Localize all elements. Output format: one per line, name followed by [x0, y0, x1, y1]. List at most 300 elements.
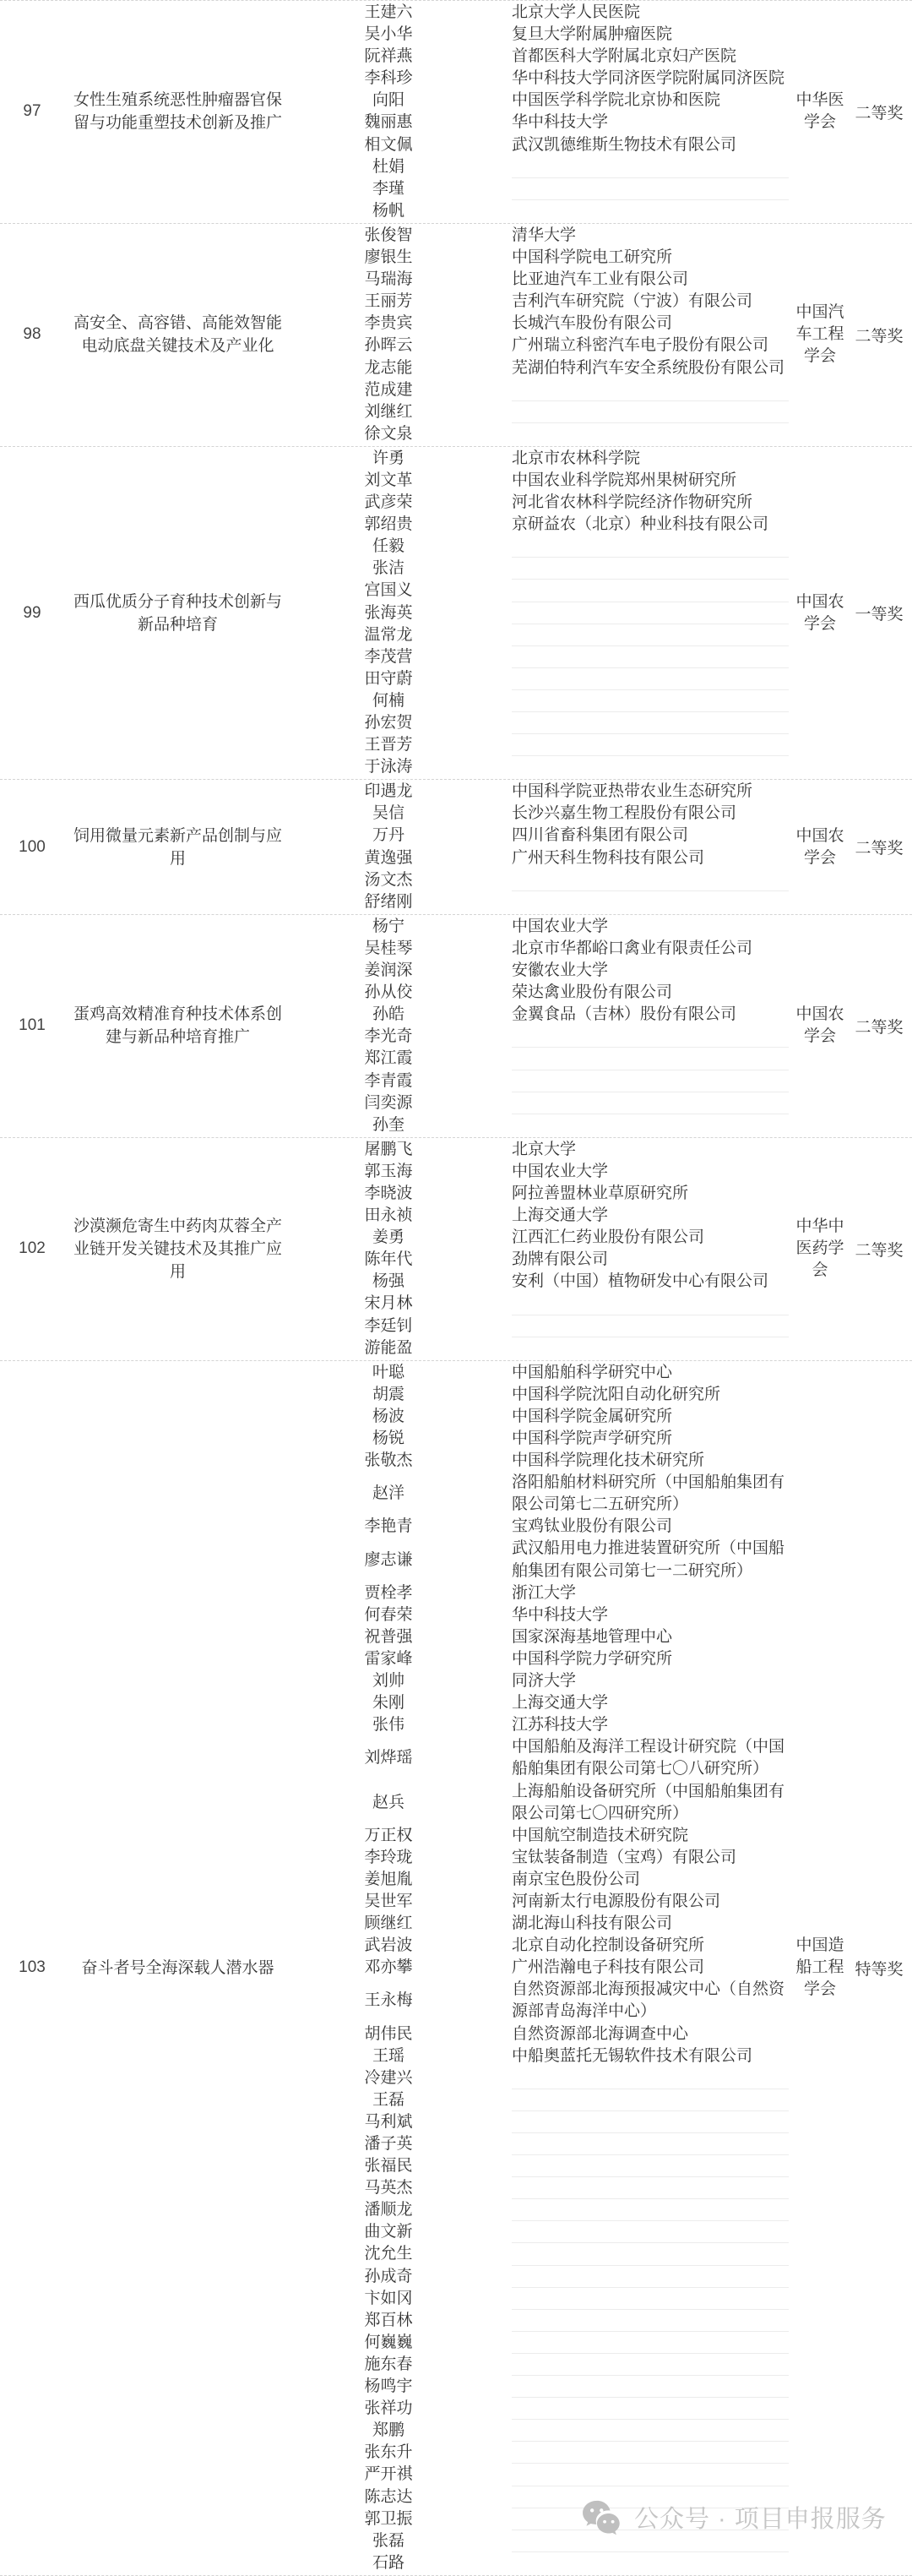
person-name: 宫国义: [364, 581, 413, 600]
person-org-row: [291, 624, 794, 646]
org-name: 江苏科技大学: [512, 1716, 609, 1735]
person-name: 贾栓孝: [364, 1583, 413, 1602]
table-row: [0, 1, 912, 223]
person-name: 张伟: [372, 1716, 404, 1735]
person-org-row: [291, 1538, 794, 1582]
org-name: [512, 2067, 789, 2089]
person-name: 张洁: [372, 559, 404, 578]
org-name: 湖北海山科技有限公司: [512, 1914, 673, 1933]
person-name: 孙奎: [372, 1115, 404, 1134]
org-name: 浙江大学: [512, 1583, 577, 1602]
row-number: 103: [19, 1958, 46, 1977]
org-name: 中国医学科学院北京协和医院: [512, 91, 721, 110]
project-cell: [64, 1361, 291, 2575]
person-org-row: [291, 156, 794, 178]
org-name: 中国科学院声学研究所: [512, 1430, 673, 1447]
person-org-row: [291, 1070, 794, 1092]
person-name: 张俊智: [364, 226, 413, 244]
person-org-row: [291, 1139, 794, 1161]
person-name: 杜娟: [372, 157, 404, 176]
org-name: [512, 2376, 789, 2398]
person-name: 马瑞海: [364, 270, 413, 289]
person-org-row: [291, 1337, 794, 1359]
org-name: [512, 2398, 789, 2420]
person-name: 舒绪刚: [364, 892, 413, 911]
person-org-row: [291, 2089, 794, 2111]
org-name: 武汉凯德维斯生物技术有限公司: [512, 135, 737, 154]
person-org-row: [291, 1004, 794, 1026]
org-name: 金翼食品（吉林）股份有限公司: [512, 1005, 737, 1024]
person-name: 王永梅: [364, 1991, 413, 2010]
person-org-row: [291, 2354, 794, 2376]
org-name: [512, 1315, 789, 1337]
row-number: 98: [23, 325, 41, 344]
person-org-row: [291, 756, 794, 778]
person-name: 徐文泉: [364, 424, 413, 443]
org-name: 北京市农林科学院: [512, 449, 641, 467]
org-name: [512, 2464, 789, 2486]
person-name: 万正权: [364, 1826, 413, 1844]
person-name: 向阳: [372, 91, 404, 110]
person-name: 孙晖云: [364, 336, 413, 355]
row-number: 97: [23, 102, 41, 121]
person-name: 陈年代: [364, 1250, 413, 1269]
person-name: 魏丽惠: [364, 113, 413, 132]
person-org-row: [291, 2420, 794, 2442]
people-org-grid: [291, 915, 794, 1137]
society-name: 中华中医药学会: [795, 1217, 844, 1280]
award-level: 二等奖: [855, 1241, 904, 1260]
org-name: 国家深海基地管理中心: [512, 1627, 673, 1646]
org-name: 自然资源部北海预报减灾中心（自然资源部青岛海洋中心）: [512, 1980, 785, 2021]
award-level: 一等奖: [855, 606, 904, 624]
org-name: [512, 2243, 789, 2265]
org-name: 中国船舶科学研究中心: [512, 1363, 673, 1381]
person-org-row: [291, 1183, 794, 1205]
org-name: [512, 580, 789, 602]
person-org-row: [291, 24, 794, 46]
person-org-row: [291, 960, 794, 982]
person-name: 曲文新: [364, 2223, 413, 2241]
person-org-row: [291, 2332, 794, 2354]
person-name: 龙志能: [364, 358, 413, 377]
person-org-row: [291, 938, 794, 960]
person-org-row: [291, 1692, 794, 1714]
person-name: 刘帅: [372, 1672, 404, 1691]
org-name: 上海交通大学: [512, 1206, 609, 1225]
org-name: 武汉船用电力推进装置研究所（中国船舶集团有限公司第七一二研究所）: [512, 1539, 785, 1580]
org-name: 中国航空制造技术研究院: [512, 1826, 689, 1844]
org-name: 江西汇仁药业股份有限公司: [512, 1228, 705, 1247]
person-org-row: [291, 580, 794, 602]
person-org-row: [291, 68, 794, 90]
org-name: [512, 379, 789, 401]
society-name: 中国汽车工程学会: [795, 303, 844, 366]
person-org-row: [291, 1582, 794, 1604]
person-org-row: [291, 1869, 794, 1891]
person-org-row: [291, 225, 794, 247]
person-name: 冷建兴: [364, 2068, 413, 2087]
org-name: 上海船舶设备研究所（中国船舶集团有限公司第七〇四研究所）: [512, 1782, 785, 1822]
project-cell: [64, 780, 291, 914]
person-org-row: [291, 536, 794, 558]
person-name: 孙宏贺: [364, 714, 413, 732]
person-org-row: [291, 1825, 794, 1847]
org-name: 中国科学院力学研究所: [512, 1649, 673, 1668]
person-org-row: [291, 668, 794, 690]
society-name: 中国农学会: [795, 826, 844, 867]
person-name: 李光奇: [364, 1027, 413, 1046]
person-org-row: [291, 803, 794, 825]
person-org-row: [291, 2133, 794, 2155]
person-name: 王晋芳: [364, 736, 413, 754]
table-row: [0, 1360, 912, 2575]
person-name: 何春荣: [364, 1605, 413, 1624]
person-name: 陈志达: [364, 2487, 413, 2506]
person-name: 吴世军: [364, 1892, 413, 1910]
org-name: 中国农业大学: [512, 917, 609, 935]
org-name: 洛阳船舶材料研究所（中国船舶集团有限公司第七二五研究所）: [512, 1473, 785, 1514]
person-org-row: [291, 869, 794, 891]
org-name: 清华大学: [512, 226, 577, 244]
person-name: 刘继红: [364, 402, 413, 421]
org-name: 长城汽车股份有限公司: [512, 314, 673, 333]
org-name: 广州瑞立科密汽车电子股份有限公司: [512, 336, 769, 355]
org-name: [512, 1048, 789, 1070]
person-name: 相文佩: [364, 135, 413, 154]
person-org-row: [291, 2, 794, 24]
person-name: 杨帆: [372, 201, 404, 220]
person-org-row: [291, 1736, 794, 1780]
person-name: 马利斌: [364, 2112, 413, 2131]
award-level: 二等奖: [855, 327, 904, 346]
org-name: 华中科技大学同济医学院附属同济医院: [512, 69, 785, 88]
org-name: 宝钛装备制造（宝鸡）有限公司: [512, 1848, 737, 1866]
people-org-grid: [291, 780, 794, 914]
person-name: 郑百林: [364, 2311, 413, 2329]
person-org-row: [291, 470, 794, 492]
person-name: 祝普强: [364, 1627, 413, 1646]
org-name: [512, 2310, 789, 2332]
project-name: 女性生殖系统恶性肿瘤器官保留与功能重塑技术创新及推广: [73, 91, 282, 133]
person-name: 王瑶: [372, 2046, 404, 2065]
person-org-row: [291, 2442, 794, 2464]
row-number: 99: [23, 603, 41, 622]
person-org-row: [291, 2045, 794, 2067]
person-org-row: [291, 200, 794, 222]
person-name: 张海英: [364, 603, 413, 622]
project-name: 沙漠濒危寄生中药肉苁蓉全产业链开发关键技术及其推广应用: [73, 1217, 282, 1281]
person-org-row: [291, 1913, 794, 1935]
org-name: 中国科学院理化技术研究所: [512, 1451, 705, 1470]
person-org-row: [291, 379, 794, 401]
org-name: [512, 624, 789, 646]
person-org-row: [291, 1847, 794, 1869]
person-org-row: [291, 1979, 794, 2023]
person-org-row: [291, 1227, 794, 1249]
person-name: 雷家峰: [364, 1649, 413, 1668]
person-name: 邓亦攀: [364, 1958, 413, 1977]
person-name: 赵洋: [372, 1484, 404, 1503]
person-name: 范成建: [364, 380, 413, 399]
person-org-row: [291, 712, 794, 734]
org-name: 首都医科大学附属北京妇产医院: [512, 47, 737, 66]
person-name: 郭玉海: [364, 1162, 413, 1180]
person-name: 叶聪: [372, 1363, 404, 1381]
person-name: 姜勇: [372, 1228, 404, 1247]
person-org-row: [291, 690, 794, 712]
person-name: 李艳青: [364, 1517, 413, 1536]
person-name: 王丽芳: [364, 292, 413, 311]
person-org-row: [291, 1604, 794, 1626]
project-name: 西瓜优质分子育种技术创新与新品种培育: [73, 592, 282, 634]
person-name: 胡震: [372, 1385, 404, 1403]
person-name: 孙皓: [372, 1005, 404, 1024]
project-name: 饲用微量元素新产品创制与应用: [73, 826, 282, 868]
org-name: [512, 536, 789, 558]
org-name: [512, 2133, 789, 2155]
person-org-row: [291, 1048, 794, 1070]
org-name: [512, 2199, 789, 2221]
project-cell: [64, 1138, 291, 1360]
org-name: [512, 2442, 789, 2464]
org-name: [512, 869, 789, 891]
person-name: 孙从佼: [364, 983, 413, 1002]
org-name: [512, 2111, 789, 2133]
person-org-row: [291, 1781, 794, 1825]
person-name: 屠鹏飞: [364, 1140, 413, 1158]
person-name: 阮祥燕: [364, 47, 413, 66]
person-org-row: [291, 401, 794, 423]
org-name: [512, 2288, 789, 2310]
org-name: [512, 1092, 789, 1114]
person-name: 印遇龙: [364, 782, 413, 801]
org-name: 中国农业大学: [512, 1162, 609, 1180]
org-name: 中船奥蓝托无锡软件技术有限公司: [512, 2046, 753, 2065]
person-org-row: [291, 558, 794, 580]
person-name: 石路: [372, 2553, 404, 2572]
table-row: [0, 1137, 912, 1360]
person-name: 郑江霞: [364, 1049, 413, 1068]
org-name: 安利（中国）植物研发中心有限公司: [512, 1272, 769, 1291]
table-row: [0, 446, 912, 779]
org-name: 华中科技大学: [512, 1605, 609, 1624]
project-name: 蛋鸡高效精准育种技术体系创建与新品种培育推广: [73, 1005, 282, 1047]
person-name: 万丹: [372, 826, 404, 845]
person-org-row: [291, 1450, 794, 1472]
org-name: 中国科学院金属研究所: [512, 1407, 673, 1425]
person-org-row: [291, 2376, 794, 2398]
row-number: 100: [19, 837, 46, 856]
person-name: 朱刚: [372, 1694, 404, 1713]
person-name: 顾继红: [364, 1914, 413, 1933]
person-name: 严开祺: [364, 2465, 413, 2484]
person-org-row: [291, 1406, 794, 1428]
person-name: 李玲珑: [364, 1848, 413, 1866]
table-row: [0, 779, 912, 914]
person-name: 张福民: [364, 2157, 413, 2176]
society-name: 中国造船工程学会: [795, 1936, 844, 1999]
person-org-row: [291, 1472, 794, 1516]
person-org-row: [291, 891, 794, 913]
person-org-row: [291, 1205, 794, 1227]
people-org-grid: [291, 224, 794, 446]
person-name: 王磊: [372, 2090, 404, 2109]
person-org-row: [291, 134, 794, 156]
org-name: 同济大学: [512, 1672, 577, 1691]
person-name: 杨锐: [372, 1430, 404, 1447]
person-org-row: [291, 1362, 794, 1384]
org-name: 南京宝色股份公司: [512, 1870, 641, 1888]
person-org-row: [291, 1026, 794, 1048]
org-name: 自然资源部北海调查中心: [512, 2024, 689, 2043]
person-name: 于泳涛: [364, 758, 413, 776]
person-name: 游能盈: [364, 1338, 413, 1357]
person-org-row: [291, 514, 794, 536]
org-name: 中国船舶及海洋工程设计研究院（中国船舶集团有限公司第七〇八研究所）: [512, 1738, 785, 1778]
person-org-row: [291, 2243, 794, 2265]
person-org-row: [291, 357, 794, 379]
person-name: 郑鹏: [372, 2421, 404, 2440]
person-name: 胡伟民: [364, 2024, 413, 2043]
person-name: 王建六: [364, 3, 413, 21]
person-name: 武彦荣: [364, 493, 413, 512]
person-name: 吴小华: [364, 25, 413, 44]
table-body: [0, 1, 912, 2575]
org-name: [512, 734, 789, 756]
person-name: 温常龙: [364, 625, 413, 644]
person-name: 卞如冈: [364, 2289, 413, 2307]
org-name: 京研益农（北京）种业科技有限公司: [512, 515, 769, 534]
person-org-row: [291, 2199, 794, 2221]
person-name: 杨宁: [372, 917, 404, 935]
org-name: 四川省畜科集团有限公司: [512, 826, 689, 845]
org-name: 复旦大学附属肿瘤医院: [512, 25, 673, 44]
org-name: [512, 690, 789, 712]
person-org-row: [291, 423, 794, 445]
person-org-row: [291, 269, 794, 291]
person-org-row: [291, 781, 794, 803]
org-name: [512, 1026, 789, 1048]
person-org-row: [291, 335, 794, 357]
org-name: [512, 2089, 789, 2111]
org-name: 比亚迪汽车工业有限公司: [512, 270, 689, 289]
person-org-row: [291, 1626, 794, 1648]
person-org-row: [291, 734, 794, 756]
org-name: [512, 156, 789, 178]
person-name: 廖志谦: [364, 1550, 413, 1569]
person-org-row: [291, 1161, 794, 1183]
person-name: 何巍巍: [364, 2333, 413, 2351]
people-org-grid: [291, 447, 794, 779]
org-name: 中国科学院亚热带农业生态研究所: [512, 782, 753, 801]
person-org-row: [291, 448, 794, 470]
org-name: [512, 401, 789, 423]
org-name: 吉利汽车研究院（宁波）有限公司: [512, 292, 753, 311]
award-level: 二等奖: [855, 104, 904, 123]
person-name: 施东春: [364, 2355, 413, 2373]
org-name: 上海交通大学: [512, 1694, 609, 1713]
person-name: 李茂营: [364, 647, 413, 666]
person-org-row: [291, 2464, 794, 2486]
person-name: 吴桂琴: [364, 939, 413, 957]
person-name: 汤文杰: [364, 870, 413, 889]
org-name: 阿拉善盟林业草原研究所: [512, 1184, 689, 1202]
person-org-row: [291, 2111, 794, 2133]
person-org-row: [291, 1648, 794, 1670]
person-org-row: [291, 291, 794, 313]
person-org-row: [291, 313, 794, 335]
person-org-row: [291, 1670, 794, 1692]
person-name: 杨鸣宇: [364, 2377, 413, 2396]
org-name: 华中科技大学: [512, 113, 609, 132]
person-name: 黄逸强: [364, 848, 413, 867]
org-name: [512, 646, 789, 668]
org-name: 荣达禽业股份有限公司: [512, 983, 673, 1002]
person-name: 张磊: [372, 2531, 404, 2550]
table-row: [0, 914, 912, 1137]
org-name: 长沙兴嘉生物工程股份有限公司: [512, 804, 737, 823]
person-org-row: [291, 2310, 794, 2332]
person-name: 宋月林: [364, 1294, 413, 1313]
person-name: 田守蔚: [364, 669, 413, 688]
org-name: [512, 602, 789, 624]
person-org-row: [291, 825, 794, 847]
person-org-row: [291, 982, 794, 1004]
project-cell: [64, 915, 291, 1137]
wechat-icon: [581, 2499, 623, 2535]
person-org-row: [291, 1957, 794, 1979]
person-name: 张敬杰: [364, 1451, 413, 1470]
person-name: 刘烨瑶: [364, 1749, 413, 1767]
org-name: 北京大学: [512, 1140, 577, 1158]
person-name: 吴信: [372, 804, 404, 823]
org-name: [512, 2155, 789, 2177]
person-org-row: [291, 602, 794, 624]
org-name: [512, 1293, 789, 1315]
person-org-row: [291, 2067, 794, 2089]
person-name: 武岩波: [364, 1936, 413, 1955]
person-org-row: [291, 2398, 794, 2420]
person-name: 李瑾: [372, 179, 404, 198]
org-name: 中国科学院沈阳自动化研究所: [512, 1385, 721, 1403]
org-name: 芜湖伯特利汽车安全系统股份有限公司: [512, 358, 785, 377]
society-name: 中华医学会: [795, 91, 844, 132]
person-name: 姜润深: [364, 961, 413, 980]
person-org-row: [291, 112, 794, 133]
org-name: [512, 668, 789, 690]
person-name: 李晓波: [364, 1184, 413, 1202]
society-name: 中国农学会: [795, 1005, 844, 1046]
org-name: [512, 178, 789, 200]
person-org-row: [291, 1114, 794, 1136]
person-org-row: [291, 2552, 794, 2574]
org-name: [512, 2420, 789, 2442]
award-level: 特等奖: [855, 1960, 904, 1979]
person-org-row: [291, 2155, 794, 2177]
person-org-row: [291, 646, 794, 668]
society-name: 中国农学会: [795, 592, 844, 633]
person-name: 沈允生: [364, 2245, 413, 2263]
person-org-row: [291, 2288, 794, 2310]
org-name: [512, 2354, 789, 2376]
person-name: 潘顺龙: [364, 2201, 413, 2219]
person-name: 赵兵: [372, 1793, 404, 1811]
person-org-row: [291, 1092, 794, 1114]
people-org-grid: [291, 1138, 794, 1360]
project-cell: [64, 447, 291, 779]
person-name: 许勇: [372, 449, 404, 467]
